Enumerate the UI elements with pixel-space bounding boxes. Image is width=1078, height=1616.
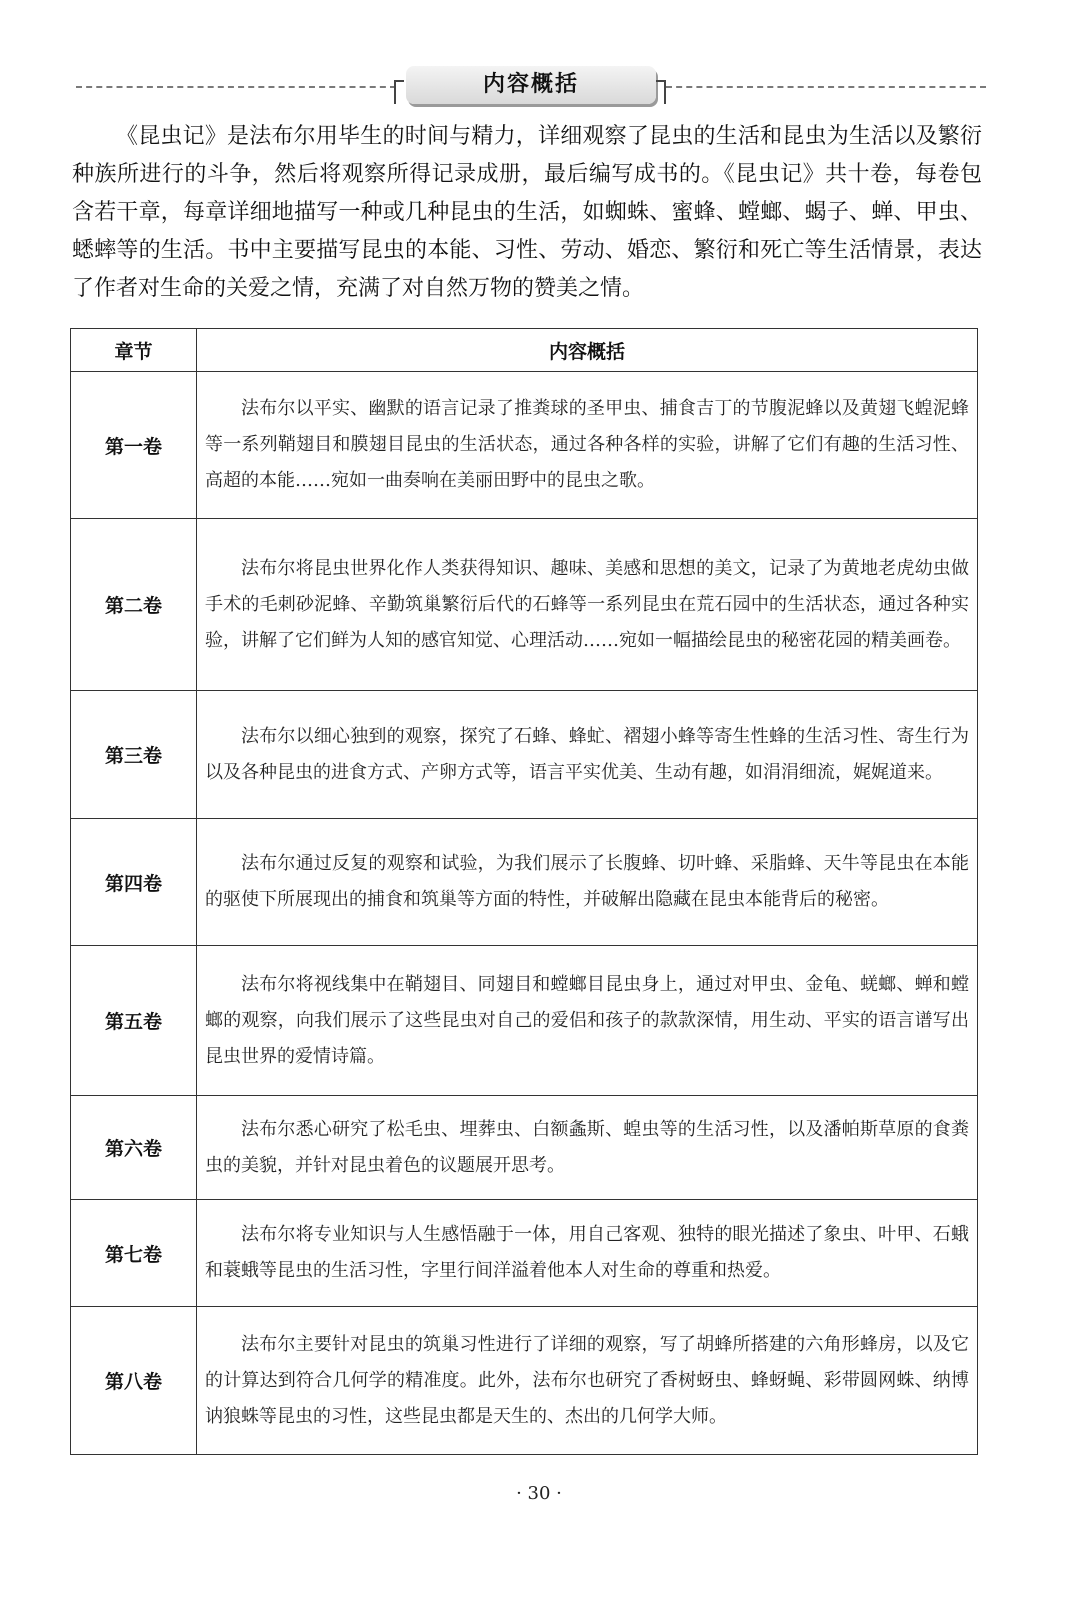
- table-row: [71, 372, 978, 519]
- chapter-cell: 第八卷: [71, 1307, 197, 1455]
- page-number: · 30 ·: [516, 1483, 562, 1504]
- content-cell: 法布尔将专业知识与人生感悟融于一体，用自己客观、独特的眼光描述了象虫、叶甲、石蛾和蓑蛾等昆虫的生活习性，字里行间洋溢着他本人对生命的尊重和热爱。: [197, 1200, 978, 1307]
- chapter-cell: 第三卷: [71, 691, 197, 819]
- section-title: 内容概括: [406, 66, 656, 104]
- header-chapter: 章节: [71, 329, 197, 372]
- content-cell: 法布尔通过反复的观察和试验，为我们展示了长腹蜂、切叶蜂、采脂蜂、天牛等昆虫在本能的驱使下所展现出的捕食和筑巢等方面的特性，并破解出隐藏在昆虫本能背后的秘密。: [197, 819, 978, 946]
- table-row: [71, 946, 978, 1096]
- table-row: [71, 519, 978, 691]
- chapter-cell: 第七卷: [71, 1200, 197, 1307]
- table-row: [71, 819, 978, 946]
- chapter-cell: 第五卷: [71, 946, 197, 1096]
- section-header: [76, 62, 986, 108]
- table-row: [71, 1307, 978, 1455]
- table-row: [71, 1096, 978, 1200]
- summary-table: [70, 328, 978, 1455]
- content-cell: 法布尔悉心研究了松毛虫、埋葬虫、白额螽斯、蝗虫等的生活习性，以及潘帕斯草原的食粪虫的美貌，并针对昆虫着色的议题展开思考。: [197, 1096, 978, 1200]
- dashed-rule-right: [666, 86, 986, 88]
- content-cell: 法布尔以细心独到的观察，探究了石蜂、蜂虻、褶翅小蜂等寄生性蜂的生活习性、寄生行为以及各种昆虫的进食方式、产卵方式等，语言平实优美、生动有趣，如涓涓细流，娓娓道来。: [197, 691, 978, 819]
- content-cell: 法布尔将昆虫世界化作人类获得知识、趣味、美感和思想的美文，记录了为黄地老虎幼虫做手术的毛刺砂泥蜂、辛勤筑巢繁衍后代的石蜂等一系列昆虫在荒石园中的生活状态，通过各种实验，讲解了它们鲜为人知的感官知觉、心理活动……宛如一幅描绘昆虫的秘密花园的精美画卷。: [197, 519, 978, 691]
- content-cell: 法布尔主要针对昆虫的筑巢习性进行了详细的观察，写了胡蜂所搭建的六角形蜂房，以及它的计算达到符合几何学的精准度。此外，法布尔也研究了香树蚜虫、蜂蚜蝇、彩带圆网蛛、纳博讷狼蛛等昆虫的习性，这些昆虫都是天生的、杰出的几何学大师。: [197, 1307, 978, 1455]
- table-row: [71, 691, 978, 819]
- chapter-cell: 第一卷: [71, 372, 197, 519]
- content-cell: 法布尔将视线集中在鞘翅目、同翅目和螳螂目昆虫身上，通过对甲虫、金龟、蜣螂、蝉和螳螂的观察，向我们展示了这些昆虫对自己的爱侣和孩子的款款深情，用生动、平实的语言谱写出昆虫世界的爱情诗篇。: [197, 946, 978, 1096]
- table-header-row: [71, 329, 978, 372]
- header-content: 内容概括: [197, 329, 978, 372]
- dashed-rule-left: [76, 86, 396, 88]
- chapter-cell: 第二卷: [71, 519, 197, 691]
- table-row: [71, 1200, 978, 1307]
- chapter-cell: 第四卷: [71, 819, 197, 946]
- chapter-cell: 第六卷: [71, 1096, 197, 1200]
- intro-paragraph: 《昆虫记》是法布尔用毕生的时间与精力，详细观察了昆虫的生活和昆虫为生活以及繁衍种族所进行的斗争，然后将观察所得记录成册，最后编写成书的。《昆虫记》共十卷，每卷包含若干章，每章详细地描写一种或几种昆虫的生活，如蜘蛛、蜜蜂、螳螂、蝎子、蝉、甲虫、蟋蟀等的生活。书中主要描写昆虫的本能、习性、劳动、婚恋、繁衍和死亡等生活情景，表达了作者对生命的关爱之情，充满了对自然万物的赞美之情。: [72, 124, 982, 301]
- content-cell: 法布尔以平实、幽默的语言记录了推粪球的圣甲虫、捕食吉丁的节腹泥蜂以及黄翅飞蝗泥蜂等一系列鞘翅目和膜翅目昆虫的生活状态，通过各种各样的实验，讲解了它们有趣的生活习性、高超的本能……宛如一曲奏响在美丽田野中的昆虫之歌。: [197, 372, 978, 519]
- bracket-left: [394, 80, 404, 104]
- bracket-right: [656, 80, 666, 104]
